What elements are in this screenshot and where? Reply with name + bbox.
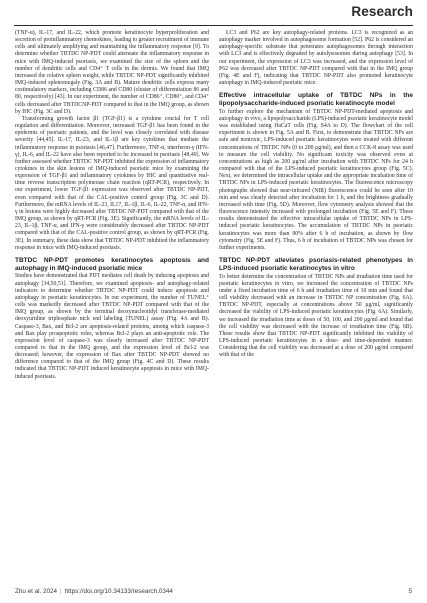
right-paragraph: To further explore the mechanism of TBTDC NP-PDT-mediated apoptosis and autophagy in vivo, a lipopolysaccharide (LPS)-induced psoriatic keratinocyte model was established using HaCaT cells (Fig. S4A to D). The flowchart of the cell experiment is shown in Fig. 5A and B. First, to demonstrate that TBTDC NPs are safe and nontoxic, LPS-induced psoriatic keratinocytes were treated with different concentrations of TBTDC NPs (0 to 200 μg/ml), and then a CCK-8 assay was used to measure the cell viability. No significant toxicity was observed even at concentrations as high as 200 μg/ml after incubation with TBTDC NPs for 24 h compared with that of the LPS-induced psoriatic keratinocytes group (Fig. 5C). Next, we determined the intracellular uptake and the appropriate incubation time of TBTDC NPs in LPS-induced psoriatic keratinocytes. The fluorescence microscopy photographs showed that near-infrared (NIR) fluorescence could be seen after 10 min and was clearly detected after incubation for 1 h, and the brightness gradually increased with time (Fig. 5D). Moreover, flow cytometry analysis showed that the fluorescence intensity increased with prolonged incubation (Fig. 5E and F). These results demonstrated the effective intracellular uptake of TBTDC NPs in LPS-induced psoriatic keratinocytes. The accumulation of TBTDC NPs in psoriatic keratinocytes was more than 90% after 6 h of incubation, as shown by flow cytometry (Fig. 5E and F). Thus, 6 h of incubation of TBTDC NPs was chosen for further experiments. (219, 108, 414, 251)
journal-brand: Research (351, 4, 413, 19)
left-paragraph: (TNF-α), IL-17, and IL-22, which promote keratinocyte hyperproliferation and secretion of proinflammatory chemokines, leading to greater recruitment of immune cells and ultimately amplifying and maintaining the inflammatory response [9]. To determine whether TBTDC NP-PDT could attenuate the inflammatory response in mice with IMQ-induced psoriasis, we examined the size of the spleen and the number of dendritic cells and CD4⁺ T cells in the dermis. We found that IMQ increased the relative spleen weight, while TBTDC NP-PDT significantly inhibited IMQ-induced splenomegaly (Fig. 3A and B). Mature dendritic cells express many costimulatory markers, including CD86 and CD80 (cluster of differentiation 86 and 80, respectively) [43]. In our experiment, the number of CD86⁺, CD80⁺, and CD4⁺ cells decreased after TBTDCNP-PDT compared to that in the IMQ group, as shown by IHC (Fig. 3C and D). (15, 30, 209, 115)
right-section-heading: TBTDC NP-PDT alleviates psoriasis-related phenotypes in LPS-induced psoriatic keratinocytes in vitro (219, 256, 413, 272)
right-paragraph: To better determine the concentration of TBTDC NPs and irradiation time used for psoriatic keratinocytes in vitro, we increased the concentration of TBTDC NPs under a fixed incubation time of 6 h and irradiation time of 10 min and found that cell viability decreased with an increase in TBTDC NP concentration (Fig. 6A). TBTDC NP-PDT, especially at concentrations above 50 μg/ml, significantly decreased the viability of LPS-induced psoriatic keratinocytes (Fig. 6A). Similarly, we increased the irradiation time at doses of 50, 100, and 200 μg/ml and found that the cell viability was decreased with the increase of irradiation time (Fig. 6B). These results show that TBTDC NP-PDT significantly inhibited the viability of LPS-induced psoriatic keratinocytes in a dose- and time-dependent manner. Considering that the cell viability was decreased at a dose of 200 μg/ml compared with that of the (219, 273, 413, 359)
right-column (219, 30, 413, 359)
left-section-heading: TBTDC NP-PDT promotes keratinocytes apoptosis and autophagy in IMQ-induced psoriatic mice (15, 256, 209, 272)
right-section-heading: Effective intracellular uptake of TBTDC NPs in the lipopolysaccharide-induced psoriatic keratinocyte model (219, 92, 413, 108)
page-number: 5 (408, 588, 412, 595)
doi-link[interactable]: https://doi.org/10.34133/research.0344 (64, 588, 173, 595)
citation-authors: Zhu et al. 2024 (15, 588, 58, 595)
right-paragraph: LC3 and P62 are key autophagy-related proteins. LC3 is recognized as an autophagy marker involved in autophagosome formation [52]. P62 is considered an autophagy-specific substrate that penetrates autophagosomes through interaction with LC3 and is effectively degraded by autolysosomes during autophagy [53]. In our experiment, the expression of LC3 was increased, and the expression level of P62 was decreased after TBTDC NP-PDT compared with that in the IMQ group (Fig. 4E and F), indicating that TBTDC NP-PDT also promoted keratinocyte autophagy in IMQ-induced psoriatic mice. (219, 30, 413, 87)
left-column (15, 30, 209, 381)
footer-citation (15, 588, 173, 595)
left-paragraph: Studies have demonstrated that PDT mediates cell death by inducing apoptosis and autophagy [34,50,51]. Therefore, we examined apoptosis- and autophagy-related indicators to determine whether TBTDC NP-PDT could induce apoptosis and autophagy in psoriatic keratinocytes. In our experiment, the number of TUNEL⁺ cells was markedly decreased after TBTDC NP-PDT compared with that of the IMQ group, as shown by the terminal deoxynucleotidyl transferase-mediated deoxyuridine triphosphate nick end labeling (TUNEL) assay (Fig. 4A and B). Caspase-3, Bax, and Bcl-2 are apoptosis-related proteins, among which caspase-3 and Bax play proapoptotic roles, whereas Bcl-2 plays an anti-apoptotic role. The expression level of caspase-3 was clearly increased after TBTDC NP-PDT compared to that in the IMQ group, and the expression level of Bcl-2 was decreased; however, the expression of Bax after TBTDC NP-PDT showed no difference compared to that of the IMQ group (Fig. 4C and D). These results indicated that TBTDC NP-PDT induced keratinocyte apoptosis in mice with IMQ-induced psoriasis. (15, 273, 209, 380)
left-paragraph: Transforming growth factor β1 (TGF-β1) is a cytokine crucial for T cell regulation and differentiation. Moreover, increased TGF-β1 has been found in the epidermis of psoriatic patients, and the level was closely correlated with disease severity [44,45]. IL-17, IL-23, and IL-1β are key cytokines that mediate the inflammatory response in psoriasis [46,47]. Furthermore, TNF-α, interferon-γ (IFN-γ), IL-6, and IL-22 have also been reported to be increased in psoriasis [48,49]. We further assessed whether TBTDC NP-PDT inhibited the expression of inflammatory cytokines in the skin lesions of IMQ-induced psoriatic mice by examining the expression of TGF-β1 and inflammatory cytokines by IHC and quantitative real-time reverse transcription polymerase chain reaction (qRT-PCR), respectively. In our experiment, lower TGF-β1 expression was observed after TBTDC NP-PDT, even compared with that of the CAL-positive control group (Fig. 3C and D). Furthermore, the mRNA levels of IL-23, IL17, IL-1β, IL-6, IL-22, TNF-α, and IFN-γ in lesions were highly decreased after TBTDC NP-PDT compared with that of the IMQ group, as shown by qRT-PCR (Fig. 3E). Significantly, the mRNA levels of IL-23, IL-1β, TNF-α, and IFN-γ were considerably decreased after TBTDC NP-PDT compared with that of the CAL-positive control group, as shown by qRT-PCR (Fig. 3E). In summary, these data show that TBTDC NP-PDT inhibited the inflammatory response in mice with IMQ-induced psoriasis. (15, 115, 209, 251)
header-rule (14, 25, 413, 26)
footer-separator: | (60, 588, 62, 595)
